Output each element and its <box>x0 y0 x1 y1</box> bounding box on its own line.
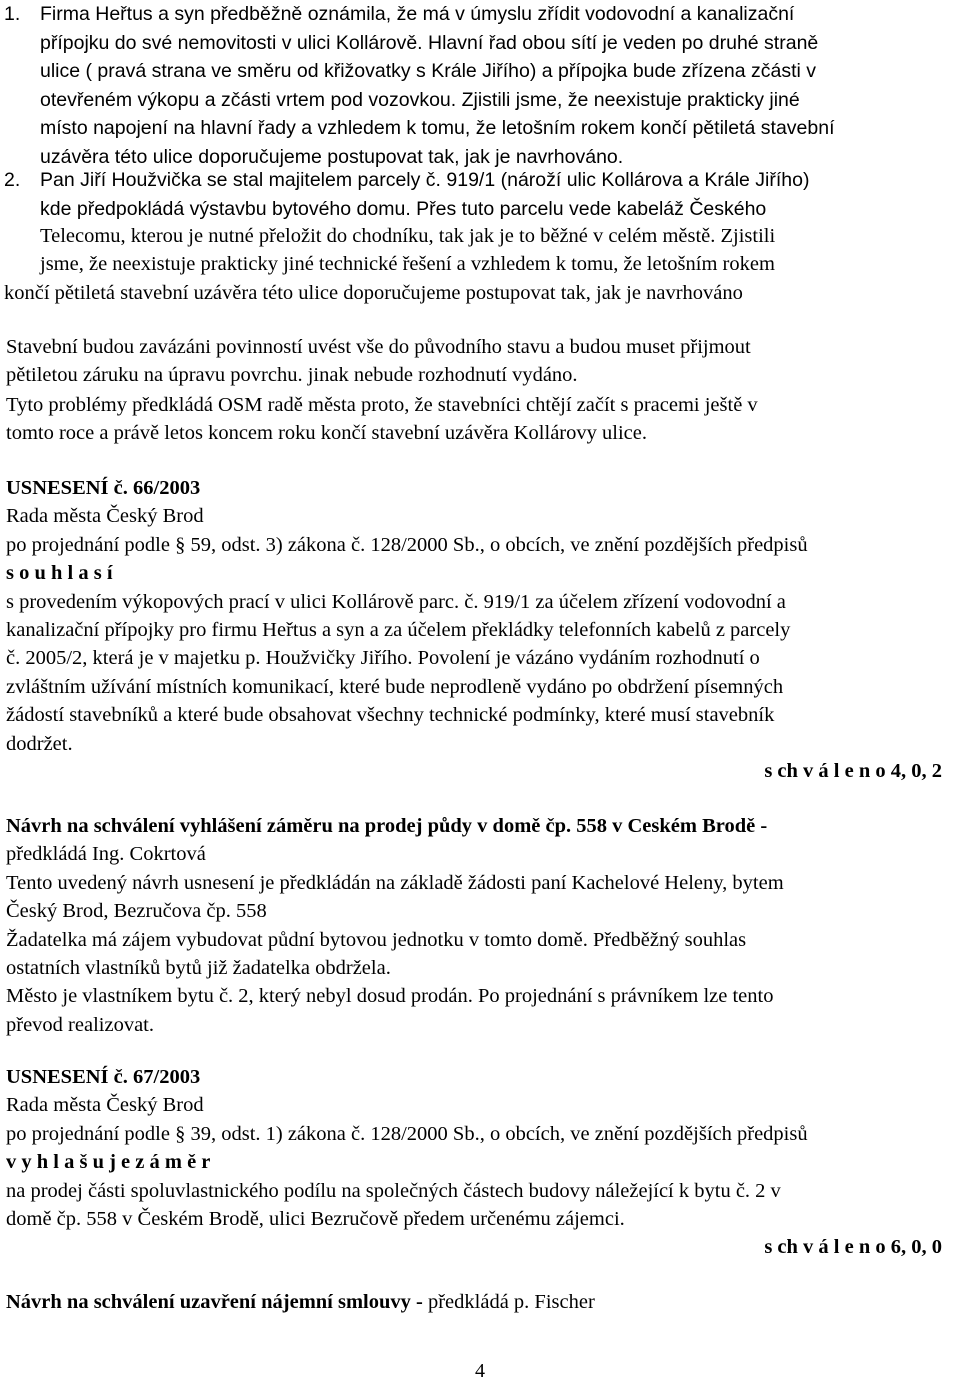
text-line: zvláštním užívání místních komunikací, které bude neprodleně vydáno po obdržení písemných <box>6 675 784 698</box>
text-line: č. 2005/2, která je v majetku p. Houžvičky Jiřího. Povolení je vázáno vydáním rozhodnutí o <box>6 647 760 670</box>
resolution-title: USNESENÍ č. 67/2003 <box>6 1066 201 1088</box>
text-line: kde předpokládá výstavbu bytového domu. Přes tuto parcelu vede kabeláž Českého <box>40 197 767 220</box>
text-line: uzávěra této ulice doporučujeme postupovat tak, jak je navrhováno. <box>40 145 624 168</box>
text-line: ostatních vlastníků bytů již žadatelka obdržela. <box>6 957 391 980</box>
text-line: místo napojení na hlavní řady a vzhledem k tomu, že letošním rokem končí pětiletá stavební <box>40 117 835 140</box>
text-line: pětiletou záruku na úpravu povrchu. jinak nebude rozhodnutí vydáno. <box>6 364 578 387</box>
item-number: 2. <box>4 169 21 191</box>
text-line: Stavební budou zavázáni povinností uvést vše do původního stavu a budou muset přijmout <box>6 336 751 358</box>
council-name: Rada města Český Brod <box>6 505 204 528</box>
vote-result-66: s ch v á l e n o 4, 0, 2 <box>764 760 942 782</box>
text-line: převod realizovat. <box>6 1013 154 1036</box>
council-name: Rada města Český Brod <box>6 1094 204 1117</box>
text-line: Město je vlastníkem bytu č. 2, který nebyl dosud prodán. Po projednání s právníkem lze tento <box>6 985 774 1008</box>
text-line: na prodej části spoluvlastnického podílu na společných částech budovy náležející k bytu č. 2 v <box>6 1179 781 1202</box>
numbered-item-2 <box>4 166 954 223</box>
numbered-item-1 <box>4 0 954 172</box>
text-line: Žadatelka má zájem vybudovat půdní bytovou jednotku v tomto domě. Předběžný souhlas <box>6 928 747 951</box>
text-line: ulice ( pravá strana ve směru od křižovatky s Krále Jiřího) a přípojka bude zřízena zčásti v <box>40 60 816 83</box>
text-line: Tyto problémy předkládá OSM radě města proto, že stavebníci chtějí začít s pracemi ještě v <box>6 394 758 416</box>
page-number: 4 <box>475 1360 485 1382</box>
item-1-text <box>40 0 954 172</box>
text-line: žádostí stavebníků a které bude obsahovat všechny technické podmínky, které musí stavebník <box>6 704 775 727</box>
text-line: tomto roce a právě letos koncem roku končí stavební uzávěra Kollárovy ulice. <box>6 422 647 445</box>
resolution-67 <box>6 1063 956 1233</box>
text-line: Český Brod, Bezručova čp. 558 <box>6 900 267 923</box>
resolution-66 <box>6 474 956 758</box>
proposal-title: Návrh na schválení vyhlášení záměru na prodej půdy v domě čp. 558 v Ceském Brodě - <box>6 815 768 837</box>
builders-paragraph <box>6 333 956 390</box>
text-line: přípojku do své nemovitosti v ulici Kollárově. Hlavní řad obou sítí je veden po druhé straně <box>40 31 819 54</box>
item-2-continuation <box>4 222 954 279</box>
proposal-lease-line <box>6 1288 956 1316</box>
item-2-text <box>40 166 954 223</box>
law-reference: po projednání podle § 59, odst. 3) zákona č. 128/2000 Sb., o obcích, ve znění pozdějších předpisů <box>6 533 808 556</box>
text-line: Tento uvedený návrh usnesení je předkládán na základě žádosti paní Kachelové Heleny, bytem <box>6 871 784 894</box>
text-line: s provedením výkopových prací v ulici Kollárově parc. č. 919/1 za účelem zřízení vodovodní a <box>6 590 786 613</box>
proposal-title: Návrh na schválení uzavření nájemní smlouvy - <box>6 1291 423 1313</box>
item-2-last-line <box>4 279 954 307</box>
proposal-sale <box>6 812 956 1039</box>
resolution-verb: s o u h l a s í <box>6 562 113 585</box>
text-line: končí pětiletá stavební uzávěra této ulice doporučujeme postupovat tak, jak je navrhováno <box>4 282 743 304</box>
law-reference: po projednání podle § 39, odst. 1) zákona č. 128/2000 Sb., o obcích, ve znění pozdějších předpisů <box>6 1122 808 1145</box>
proposal-lease <box>6 1288 956 1316</box>
text-line: Telecomu, kterou je nutné přeložit do chodníku, tak jak je to běžné v celém městě. Zjistili <box>40 225 776 247</box>
vote-result-67: s ch v á l e n o 6, 0, 0 <box>764 1236 942 1258</box>
text-line: otevřeném výkopu a zčásti vrtem pod vozovkou. Zjistili jsme, že neexistuje prakticky jiné <box>40 88 800 111</box>
item-number: 1. <box>4 3 21 25</box>
resolution-title: USNESENÍ č. 66/2003 <box>6 477 201 499</box>
text-line: kanalizační přípojky pro firmu Heřtus a syn a za účelem překládky telefonních kabelů z parcely <box>6 619 791 642</box>
text-line: Pan Jiří Houžvička se stal majitelem parcely č. 919/1 (nároží ulic Kollárova a Krále Jiřího) <box>40 169 810 191</box>
resolution-verb: v y h l a š u j e z á m ě r <box>6 1151 211 1174</box>
text-line: domě čp. 558 v Českém Brodě, ulici Bezručově předem určenému zájemci. <box>6 1208 625 1231</box>
text-line: dodržet. <box>6 732 73 755</box>
text-line: Firma Heřtus a syn předběžně oznámila, že má v úmyslu zřídit vodovodní a kanalizační <box>40 3 795 25</box>
text-line: jsme, že neexistuje prakticky jiné technické řešení a vzhledem k tomu, že letošním rokem <box>40 253 775 276</box>
proposal-presenter: předkládá p. Fischer <box>427 1291 595 1313</box>
problems-paragraph <box>6 391 956 448</box>
proposal-presenter: předkládá Ing. Cokrtová <box>6 843 206 866</box>
